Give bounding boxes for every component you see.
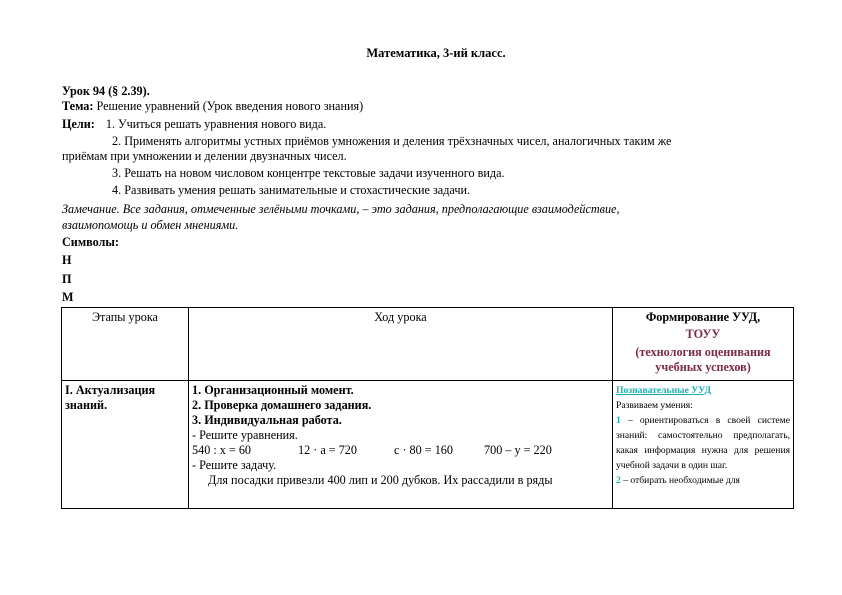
stage-cell: I. Актуализация знаний. — [62, 381, 189, 509]
uud-intro: Развиваем умения: — [616, 400, 693, 411]
symbols-label: Символы: — [62, 235, 119, 249]
note-line-1: Замечание. Все задания, отмеченные зелёными точками, – это задания, предполагающие взаимодействие, — [62, 202, 620, 216]
goals-line — [62, 117, 326, 132]
topic-line — [62, 99, 363, 114]
uud-item-number: 2 — [616, 475, 621, 486]
lesson-table — [61, 307, 794, 509]
equation: 12 · а = 720 — [298, 443, 357, 457]
topic-label: Тема: — [62, 99, 94, 113]
header-formation — [613, 308, 794, 381]
note-line-2: взаимопомощь и обмен мнениями. — [62, 218, 239, 232]
equations-row — [192, 443, 609, 458]
uud-cell — [613, 381, 794, 509]
header-course: Ход урока — [189, 308, 613, 381]
solve-equations-text: - Решите уравнения. — [192, 428, 298, 442]
step-item: 2. Проверка домашнего задания. — [192, 398, 372, 412]
equation: с · 80 = 160 — [394, 443, 453, 457]
goals-label: Цели: — [62, 117, 95, 131]
step-item: 3. Индивидуальная работа. — [192, 413, 342, 427]
table-row — [62, 381, 794, 509]
goal-item: 1. Учиться решать уравнения нового вида. — [105, 117, 327, 131]
goal-item: 4. Развивать умения решать занимательные и стохастические задачи. — [112, 183, 471, 197]
uud-title: Познавательные УУД — [616, 385, 711, 396]
goal-item: 3. Решать на новом числовом концентре текстовые задачи изученного вида. — [112, 166, 505, 180]
document-title: Математика, 3-ий класс. — [366, 46, 506, 60]
uud-item-text: – отбирать необходимые для — [620, 475, 740, 486]
uud-item-text: – ориентироваться в своей системе знаний: самостоятельно предполагать, какая информация нужна для решения учебной задачи в один шаг. — [616, 415, 790, 471]
solve-problem-text: - Решите задачу. — [192, 458, 277, 472]
goal-item-continued: приёмам при умножении и делении двузначных чисел. — [62, 149, 347, 163]
topic-text: Решение уравнений (Урок введения нового знания) — [93, 99, 364, 113]
uud-item — [616, 473, 790, 488]
header-stages: Этапы урока — [62, 308, 189, 381]
uud-item-number: 1 — [616, 415, 621, 426]
symbol-item: Н — [62, 253, 72, 267]
goal-item: 2. Применять алгоритмы устных приёмов умножения и деления трёхзначных чисел, аналогичных таким же — [112, 134, 672, 148]
header-technology: (технология оценивания учебных успехов) — [635, 345, 771, 374]
header-formation-title: Формирование УУД, — [645, 310, 761, 324]
symbol-item: П — [62, 272, 72, 286]
lesson-number: Урок 94 (§ 2.39). — [62, 84, 150, 98]
header-touu: ТОУУ — [685, 327, 721, 341]
problem-text: Для посадки привезли 400 лип и 200 дубков. Их рассадили в ряды — [208, 473, 553, 487]
step-item: 1. Организационный момент. — [192, 383, 354, 397]
course-cell — [189, 381, 613, 509]
equation: 700 – у = 220 — [484, 443, 552, 457]
equation: 540 : х = 60 — [192, 443, 252, 457]
table-header-row — [62, 308, 794, 381]
symbol-item: М — [62, 290, 74, 304]
uud-item — [616, 413, 790, 473]
